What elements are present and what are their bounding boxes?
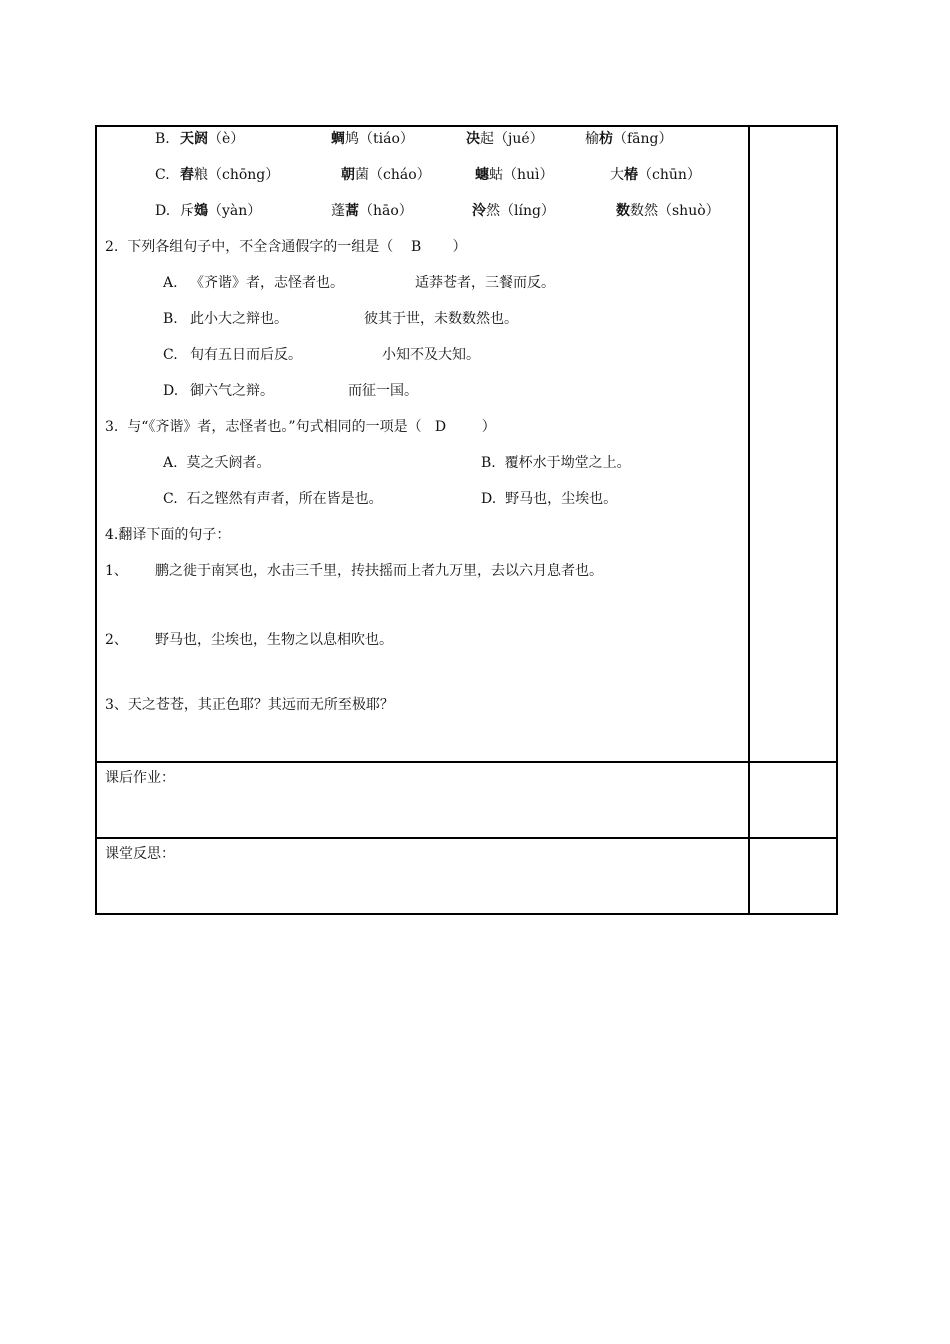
word-item: 斥鴳（yàn） [180,203,262,219]
word-item: 决起（jué） [466,131,544,147]
sentence-2: 彼其于世，未数数然也。 [364,311,518,327]
sentence-1: 御六气之辩。 [190,383,274,399]
word-item: 泠然（líng） [472,203,555,219]
sentence-1: 此小大之辩也。 [190,311,288,327]
reflection-label: 课堂反思： [105,846,175,862]
word-item: 大椿（chūn） [610,167,701,183]
q3-option-b: B. 覆杯水于坳堂之上。 [481,455,631,471]
row-divider-reflection [95,837,838,839]
option-label: B. [155,131,170,147]
sentence-1: 旬有五日而后反。 [190,347,302,363]
sentence-1: 《齐谐》者，志怪者也。 [190,275,344,291]
word-item: 数数然（shuò） [616,203,720,219]
word-item: 天阏（è） [180,131,245,147]
q3-option-c: C. 石之铿然有声者，所在皆是也。 [163,491,383,507]
option-label: B. [163,311,178,327]
option-label: C. [163,347,178,363]
q2-stem: 2. 下列各组句子中，不全含通假字的一组是（ B ） [105,239,467,255]
q3-option-a: A. 莫之夭阏者。 [163,455,271,471]
word-item: 蟪蛄（huì） [475,167,554,183]
option-label: C. [155,167,170,183]
item-text: 鹏之徙于南冥也，水击三千里，抟扶摇而上者九万里，去以六月息者也。 [155,563,603,579]
sentence-2: 而征一国。 [348,383,418,399]
sentence-2: 适莽苍者，三餐而反。 [415,275,555,291]
word-item: 榆枋（fāng） [585,131,673,147]
homework-label: 课后作业： [105,770,175,786]
word-item: 蜩鸠（tiáo） [331,131,414,147]
item-number: 1、 [105,563,128,579]
q3-option-d: D. 野马也，尘埃也。 [481,491,618,507]
item-number: 2、 [105,632,128,648]
word-item: 舂粮（chōng） [180,167,280,183]
word-item: 朝菌（cháo） [341,167,431,183]
item-text: 野马也，尘埃也，生物之以息相吹也。 [155,632,393,648]
item-text: 3、天之苍苍，其正色耶？其远而无所至极耶？ [105,697,394,713]
option-label: D. [163,383,179,399]
row-divider-homework [95,761,838,763]
option-label: D. [155,203,171,219]
option-label: A. [163,275,178,291]
sentence-2: 小知不及大知。 [382,347,480,363]
q4-stem: 4.翻译下面的句子： [105,527,231,543]
word-item: 蓬蒿（hāo） [331,203,413,219]
q3-stem: 3. 与“《齐谐》者，志怪者也。”句式相同的一项是（ D ） [105,419,496,435]
column-divider [748,125,750,915]
